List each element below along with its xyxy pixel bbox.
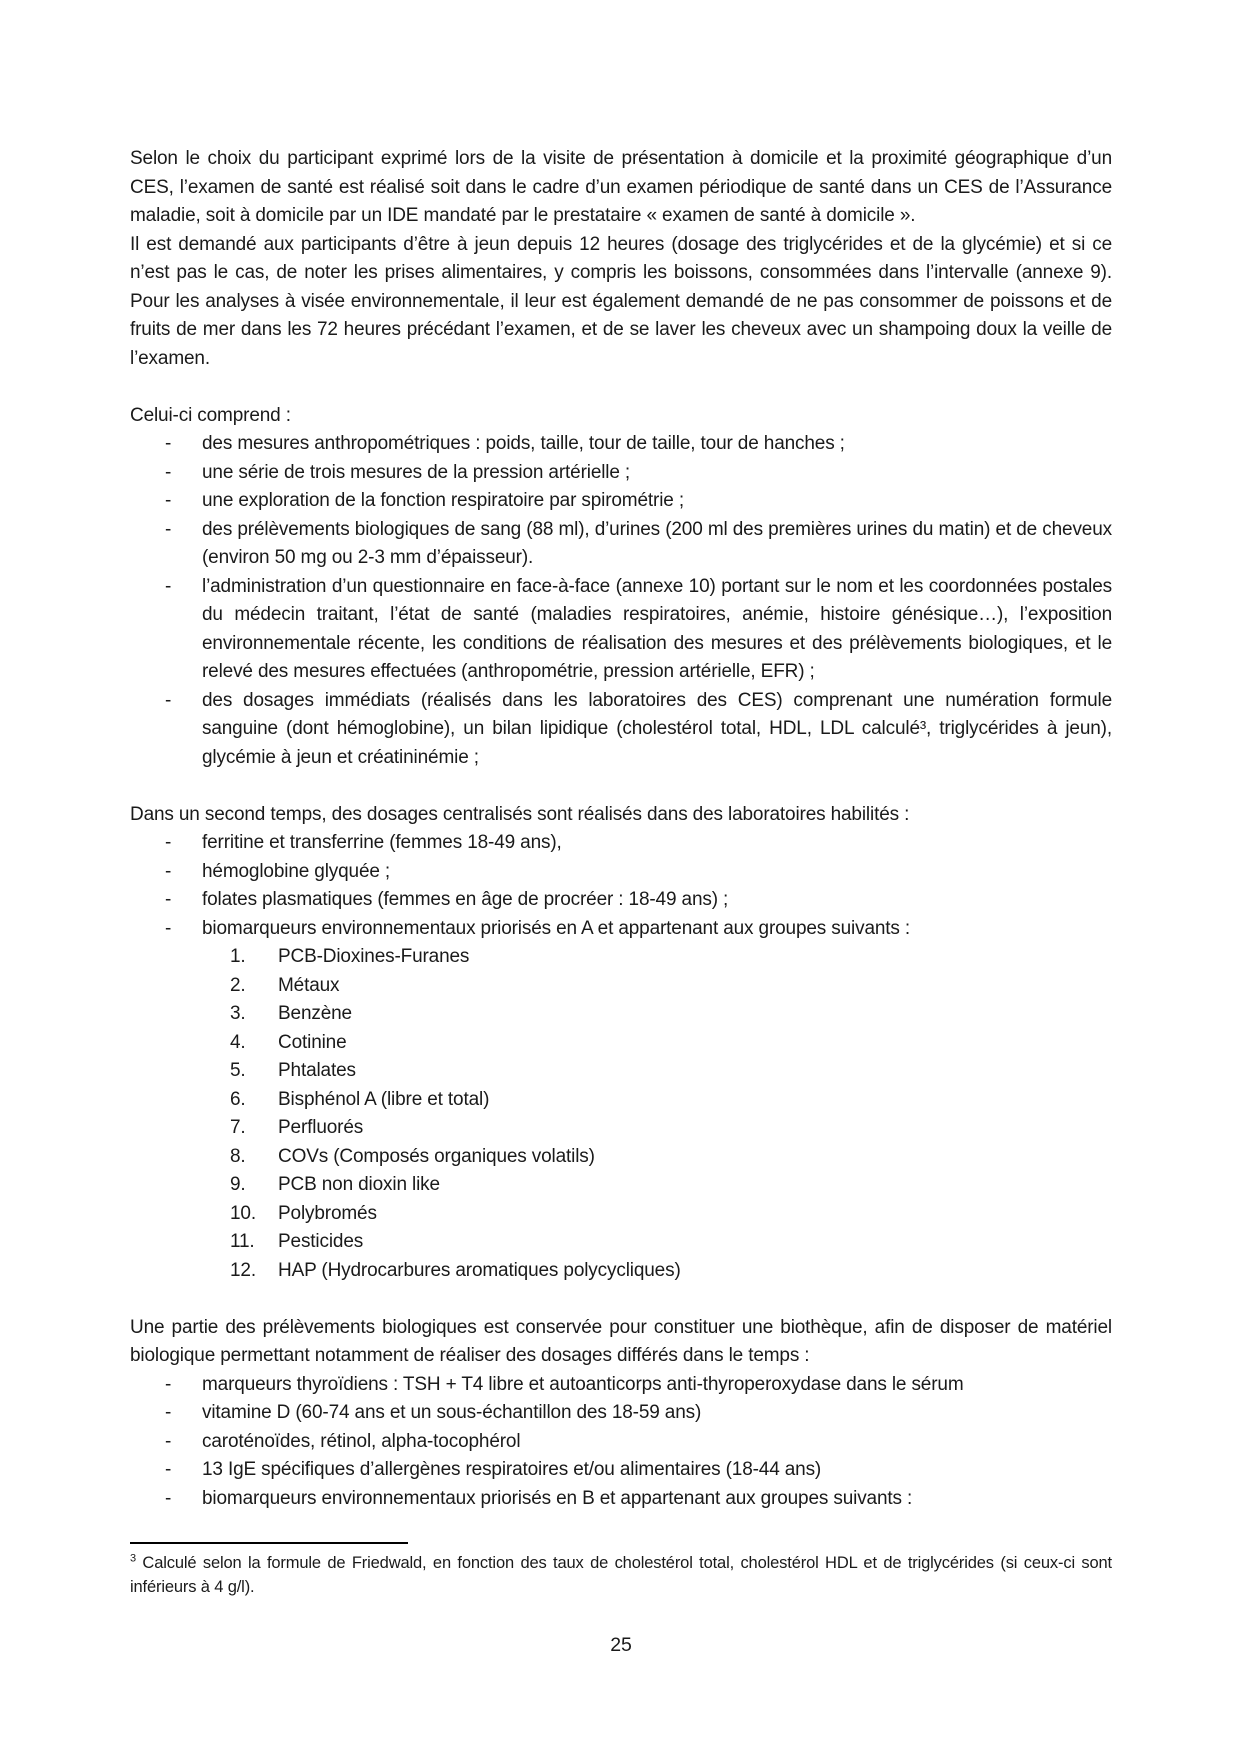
numbered-list-item [130, 1000, 1112, 1029]
list-item-text: Perfluorés [278, 1117, 364, 1138]
list-item [130, 687, 1112, 773]
footnote [130, 1551, 1112, 1599]
paragraph-examen-realisation: Selon le choix du participant exprimé lors de la visite de présentation à domicile et la proximité géographique d’un CES, l’examen de santé est réalisé soit dans le cadre d’un examen périodique de santé dans un CES de l’Assurance maladie, soit à domicile par un IDE mandaté par le prestataire « examen de santé à domicile ». [130, 148, 1112, 226]
list-item-text: Phtalates [278, 1060, 356, 1081]
list-item [130, 886, 1112, 915]
list-item-text: marqueurs thyroïdiens : TSH + T4 libre et autoanticorps anti-thyroperoxydase dans le sérum [202, 1373, 964, 1395]
list-item-text: 13 IgE spécifiques d’allergènes respiratoires et/ou alimentaires (18-44 ans) [202, 1459, 822, 1480]
list-marker: - [165, 860, 172, 882]
list-number: 6. [230, 1088, 246, 1110]
numbered-list-item [130, 1114, 1112, 1143]
list-item-text: ferritine et transferrine (femmes 18-49 ans), [202, 832, 562, 853]
list-item-text: une exploration de la fonction respiratoire par spirométrie ; [202, 490, 684, 511]
list-item-text: biomarqueurs environnementaux priorisés en A et appartenant aux groupes suivants : [202, 917, 911, 939]
list-item [130, 1399, 1112, 1428]
list-item-text: une série de trois mesures de la pression artérielle ; [202, 461, 631, 483]
list-item-text: Polybromés [278, 1202, 377, 1224]
list-marker: - [165, 889, 172, 910]
list-number: 2. [230, 974, 246, 996]
list-item-text: des prélèvements biologiques de sang (88 ml), d’urines (200 ml des premières urines du matin) et de cheveux (environ 50 mg ou 2-3 mm d’épaisseur). [202, 518, 1112, 568]
paragraph-consignes-jeun: Il est demandé aux participants d’être à jeun depuis 12 heures (dosage des triglycérides et de la glycémie) et si ce n’est pas le cas, de noter les prises alimentaires, y compris les boissons, consommées dans l’intervalle (annexe 9). Pour les analyses à visée environnementale, il leur est également demandé de ne pas consommer de poissons et de fruits de mer dans les 72 heures précédant l’examen, et de se laver les cheveux avec un shampoing doux la veille de l’examen. [130, 233, 1112, 369]
exam-list-intro: Celui-ci comprend : [130, 404, 291, 426]
numbered-list-item [130, 1171, 1112, 1200]
list-item-text: Cotinine [278, 1031, 347, 1053]
list-item [130, 829, 1112, 858]
list-number: 8. [230, 1145, 246, 1167]
list-item-text: COVs (Composés organiques volatils) [278, 1145, 595, 1167]
list-item-text: des dosages immédiats (réalisés dans les laboratoires des CES) comprenant une numération formule sanguine (dont hémoglobine), un bilan lipidique (cholestérol total, HDL, LDL calculé³, triglycérides à jeun), glycémie à jeun et créatininémie ; [202, 689, 1112, 768]
biobank-list-intro: Une partie des prélèvements biologiques est conservée pour constituer une biothèque, afin de disposer de matériel biologique permettant notamment de réaliser des dosages différés dans le temps : [130, 1316, 1112, 1366]
list-number: 3. [230, 1003, 246, 1024]
footnote-separator [130, 1542, 408, 1544]
list-item-text: vitamine D (60-74 ans et un sous-échantillon des 18-59 ans) [202, 1402, 702, 1423]
list-item [130, 516, 1112, 573]
numbered-list-item [130, 972, 1112, 1001]
list-number: 12. [230, 1259, 256, 1281]
list-item [130, 1371, 1112, 1400]
numbered-list-item [130, 1029, 1112, 1058]
numbered-list-item [130, 1057, 1112, 1086]
list-number: 7. [230, 1117, 246, 1138]
list-marker: - [165, 1487, 172, 1509]
list-number: 9. [230, 1174, 246, 1195]
footnote-text: Calculé selon la formule de Friedwald, en fonction des taux de cholestérol total, cholestérol HDL et de triglycérides (si ceux-ci sont inférieurs à 4 g/l). [130, 1554, 1112, 1596]
page-number: 25 [610, 1634, 632, 1656]
list-item [130, 858, 1112, 887]
list-item-text: HAP (Hydrocarbures aromatiques polycycliques) [278, 1259, 681, 1281]
list-marker: - [165, 832, 172, 853]
spacer [130, 772, 1112, 801]
numbered-list-item [130, 1143, 1112, 1172]
list-number: 10. [230, 1202, 256, 1224]
numbered-list-item [130, 1200, 1112, 1229]
numbered-list-item [130, 1228, 1112, 1257]
list-item [130, 1428, 1112, 1457]
list-marker: - [165, 917, 172, 939]
spacer [130, 373, 1112, 402]
spacer [130, 1285, 1112, 1314]
list-marker: - [165, 1373, 172, 1395]
list-item [130, 915, 1112, 944]
list-item-text: Pesticides [278, 1231, 364, 1252]
list-item-text: Benzène [278, 1003, 352, 1024]
list-marker: - [165, 1430, 172, 1452]
list-item [130, 1456, 1112, 1485]
list-number: 4. [230, 1031, 246, 1053]
list-item-text: PCB-Dioxines-Furanes [278, 946, 470, 967]
list-marker: - [165, 1402, 172, 1423]
footnote-marker: 3 [130, 1552, 136, 1565]
list-marker: - [165, 490, 172, 511]
list-item-text: des mesures anthropométriques : poids, taille, tour de taille, tour de hanches ; [202, 433, 845, 454]
list-item [130, 430, 1112, 459]
list-number: 11. [230, 1231, 255, 1252]
list-item-text: PCB non dioxin like [278, 1174, 440, 1195]
numbered-list-item [130, 1257, 1112, 1286]
central-list-intro: Dans un second temps, des dosages centralisés sont réalisés dans des laboratoires habilités : [130, 803, 910, 825]
list-marker: - [165, 461, 172, 483]
list-item [130, 573, 1112, 687]
list-item-text: l’administration d’un questionnaire en face-à-face (annexe 10) portant sur le nom et les coordonnées postales du médecin traitant, l’état de santé (maladies respiratoires, anémie, histoire génésique…), l’exposition environnementale récente, les conditions de réalisation des mesures et des prélèvements biologiques, et le relevé des mesures effectuées (anthropométrie, pression artérielle, EFR) ; [202, 575, 1112, 682]
list-item-text: hémoglobine glyquée ; [202, 860, 391, 882]
list-item-text: biomarqueurs environnementaux priorisés en B et appartenant aux groupes suivants : [202, 1487, 913, 1509]
list-number: 5. [230, 1060, 246, 1081]
numbered-list-item [130, 1086, 1112, 1115]
list-marker: - [165, 1459, 172, 1480]
list-marker: - [165, 433, 172, 454]
list-item-text: folates plasmatiques (femmes en âge de procréer : 18-49 ans) ; [202, 889, 729, 910]
list-item [130, 459, 1112, 488]
list-number: 1. [230, 946, 246, 967]
numbered-list-item [130, 943, 1112, 972]
list-marker: - [165, 689, 172, 711]
list-marker: - [165, 518, 172, 540]
list-item [130, 1485, 1112, 1514]
list-item-text: caroténoïdes, rétinol, alpha-tocophérol [202, 1430, 521, 1452]
list-marker: - [165, 575, 172, 597]
list-item-text: Métaux [278, 974, 340, 996]
list-item [130, 487, 1112, 516]
list-item-text: Bisphénol A (libre et total) [278, 1088, 490, 1110]
